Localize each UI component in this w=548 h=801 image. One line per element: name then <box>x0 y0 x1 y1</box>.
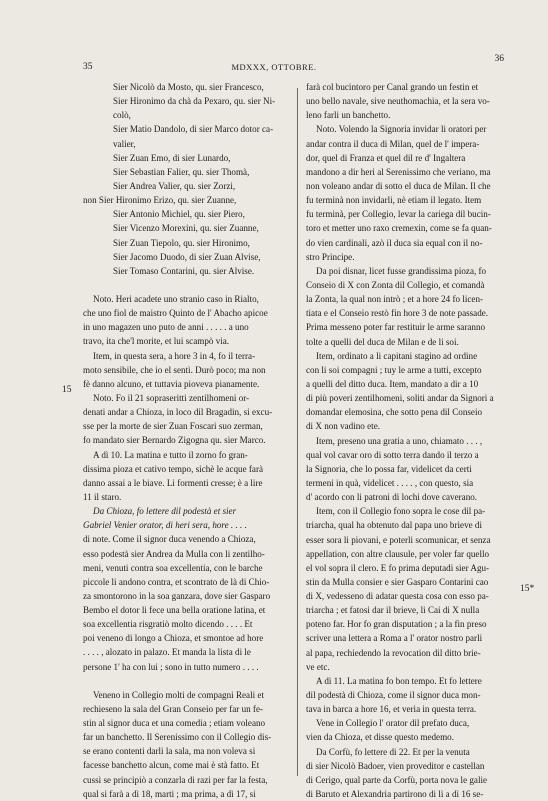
text-line: Sier Matio Dandolo, di sier Marco dotor ca- <box>113 124 274 135</box>
text-line: danno assai a le biave. Li formenti cresse; è a lire <box>83 477 263 488</box>
text-line: sse per la morte de sier Zuan Foscari suo zerman, <box>83 421 263 432</box>
text-line: meni, venuti contra soa excellentia, con le barche <box>83 562 263 573</box>
text-line: di X non vadino ete. <box>306 421 380 432</box>
text-line: esso podestà sier Andrea da Mulla con li zentilho- <box>83 548 265 559</box>
text-line: scriver una lettera a Roma a l' orator nostro parli <box>306 633 483 644</box>
text-line: Sier Andrea Valier, qu. sier Zorzi, <box>113 180 236 191</box>
text-line: tolte a quelli del duca de Milan e de li soi. <box>306 336 459 347</box>
text-line: fè danno alcuno, et tuttavia pioveva pianamente. <box>83 378 260 389</box>
text-line: Item, preseno una gratia a uno, chiamato . . . , <box>316 435 483 446</box>
text-line: dil podestà di Chioza, come il signor duca mon- <box>306 690 481 701</box>
text-line: qual si farà a dì 18, marti ; ma prima, a dì 17, si <box>83 788 256 799</box>
text-line: la Zonta, la qual non intrò ; et a hore 24 fo licen- <box>306 294 484 305</box>
text-line: tiata e el Conseio restò fin hore 3 de note passade. <box>306 308 489 319</box>
text-line: di Baruto et Alexandria partirono di lì a dì 16 se- <box>306 789 484 800</box>
text-line: farà col bucintoro per Canal grando un festin et <box>306 82 479 92</box>
text-line: A dì 11. La matina fo bon tempo. Et fo lettere <box>316 675 482 686</box>
text-line: qual vol cavar oro di sotto terra dando il terzo a <box>306 449 479 460</box>
text-line: Noto. Fo il 21 sopraseritti zentilhomeni or- <box>93 392 250 403</box>
text-line: vien da Chioza, et disse questo medemo. <box>306 732 454 743</box>
text-line: facesse banchetto alcun, come mai è stà fatto. Et <box>83 760 260 771</box>
page-number-left: 35 <box>83 62 93 72</box>
text-line: Bembo el dotor li fece una bella oratione latina, et <box>83 605 266 616</box>
text-line: triarcha, qual ha obtenuto dal papa uno brieve di <box>306 520 483 531</box>
text-line: di X, vedesseno di adatar questa cosa con esso pa- <box>306 591 489 602</box>
text-line: Da Chioza, fo lettere dil podestà et sier <box>93 506 237 517</box>
text-line: se erano contenti darli la sala, ma non voleva si <box>83 746 256 757</box>
text-line: stin al signor duca et una comedia ; etiam voleano <box>83 718 266 729</box>
text-line: che uno fiol de maistro Quinto de l' Abacho apicoe <box>83 308 268 319</box>
right-column <box>306 80 512 801</box>
text-line: di Cerigo, qual parte da Corfù, porta nova le galie <box>306 774 488 785</box>
text-line: di più poveri zentilhomeni, soliti andar da Signori a <box>306 393 494 404</box>
text-line: Sier Antonio Michiel, qu. sier Piero, <box>113 209 245 220</box>
text-line: dor, quel di Franza et quel dil re d' Ingaltera <box>306 152 466 163</box>
text-line: toro et metter uno raxo cremexin, come se fa quan- <box>306 223 492 234</box>
text-line: la Signoria, che lo possa far, videlicet da certi <box>306 463 472 474</box>
text-line: dissima pioza et cativo tempo, sichè le acque farà <box>83 463 264 474</box>
page-number-right: 36 <box>494 54 504 64</box>
text-line: d' acordo con li patroni di lochi dove caverano. <box>306 492 478 503</box>
text-line: termeni in quà, videlicet . . . . , con questo, sia <box>306 477 474 488</box>
text-line: Sier Sebastian Falier, qu. sier Thomà, <box>113 166 250 177</box>
text-line: poi veneno di longo a Chioza, et smontoe ad hore <box>83 633 264 644</box>
text-line: Sier Nicolò da Mosto, qu. sier Francesco, <box>113 82 264 92</box>
header-title: MDXXX, OTTOBRE. <box>231 62 317 72</box>
paragraph-gap <box>83 674 287 688</box>
text-line: far un banchetto. Il Serenissimo con il Collegio dis- <box>83 732 272 743</box>
text-line: 11 il staro. <box>83 491 122 502</box>
text-line: al papa, rechiedendo la revocation dil ditto brie- <box>306 647 481 658</box>
text-line: ve etc. <box>306 661 330 672</box>
text-line: in uno magazen uno puto de anni . . . . . a uno <box>83 322 249 333</box>
text-line: denati andar a Chioza, in loco dil Bragadin, si excu- <box>83 407 273 418</box>
margin-number-right: 15* <box>520 584 535 594</box>
text-line: Sier Tomaso Contarini, qu. sier Alvise. <box>113 265 255 276</box>
text-line: uno bello navale, sive neuthomachia, et la sera vo- <box>306 96 490 107</box>
text-line: fu terminà non invidarli, nè etiam il legato. Item <box>306 195 482 206</box>
text-line: piccole li andono contra, et scontrato de là di Chio- <box>83 576 270 587</box>
text-line: appellation, con altre clausule, per voler far quello <box>306 548 490 559</box>
text-line: domandar elemosina, che sotto pena dil Conseio <box>306 407 483 418</box>
text-line: Item, con il Collegio fono sopra le cose dil pa- <box>316 506 486 517</box>
text-line: Da poi disnar, licet fusse grandissima pioza, fo <box>316 265 487 276</box>
text-line: Sier Vicenzo Morexini, qu. sier Zuanne, <box>113 223 259 234</box>
text-line: esser sora li piovani, e poterli scomunicar, et senza <box>306 534 491 545</box>
margin-number-left: 15 <box>62 385 72 395</box>
text-line: mandono a dir heri al Serenissimo che veriano, ma <box>306 166 491 177</box>
text-line: . . . . , alozato in palazo. Et manda la lista di le <box>83 647 251 658</box>
text-line: Sier Zuan Emo, di sier Lunardo, <box>113 152 231 163</box>
text-line: a quelli del ditto duca. Item, mandato a dir a 10 <box>306 378 479 389</box>
text-line: za smontorono in la soa ganzara, dove sier Gasparo <box>83 590 271 601</box>
text-line: non voleano andar di sotto el duca de Milan. Il che <box>306 180 491 191</box>
text-line: leno farli un banchetto. <box>306 110 391 121</box>
text-line: Item, in questa sera, a hore 3 in 4, fo il terra- <box>93 350 256 361</box>
text-line: di note. Come il signor duca venendo a Chioza, <box>83 534 256 545</box>
text-line: triarcha ; et fatosi dar il brieve, li Cai di X nulla <box>306 605 480 616</box>
text-line: fo mandato sier Bernardo Zigogna qu. sier Marco. <box>83 435 266 446</box>
left-column <box>83 80 287 801</box>
text-line: moto sensibile, che io el sentì. Durò poco; ma non <box>83 364 266 375</box>
text-line: Sier Zuan Tiepolo, qu. sier Hironimo, <box>113 237 250 248</box>
column-divider <box>297 88 298 776</box>
text-line: Sier Jacomo Duodo, di sier Zuan Alvise, <box>113 251 261 262</box>
text-line: Da Corfù, fo lettere di 22. Et per la venuta <box>316 746 470 757</box>
text-line: Sier Hironimo da chà da Pexaro, qu. sier Ni- <box>113 96 276 107</box>
text-line: tava in barca a hore 16, et veria in questa terra. <box>306 704 477 715</box>
text-line: valier, <box>113 138 136 149</box>
text-line: stro Principe. <box>306 251 355 262</box>
text-line: andar contra il duca di Milan, quel de l' impera- <box>306 138 480 149</box>
paragraph-gap <box>83 278 287 292</box>
text-line: con li soi compagni ; tuy le arme a tutti, excepto <box>306 364 482 375</box>
text-line: Item, ordinato a li capitani stagino ad ordine <box>316 350 478 361</box>
text-line: Prima messeno poter far restituir le arme saranno <box>306 322 486 333</box>
text-line: cussì se principiò a conzarla di razi per far la festa, <box>83 774 268 785</box>
text-line: persone 1' ha con lui ; sono in tutto numero . . . . <box>83 661 259 672</box>
text-line: rechieseno la sala del Gran Conseio per far un fe- <box>83 703 264 714</box>
text-line: Gabriel Venier orator, di heri sera, hore . . . . <box>83 520 247 531</box>
text-line: do vien cardinali, azò il duca sia equal con il no- <box>306 237 483 248</box>
text-line: Conseio di X con Zonta dil Collegio, et comandà <box>306 279 485 290</box>
text-line: el vol sopra il clero. E fo prima deputadi sier Agu- <box>306 562 490 573</box>
text-line: stin da Mulla consier e sier Gasparo Contarini cao <box>306 576 489 587</box>
text-line: Veneno in Collegio molti de compagni Reali et <box>93 689 264 700</box>
text-line: soa excellentia risgratiò molto dicendo . . . . Et <box>83 619 253 630</box>
text-line: Vene in Collegio l' orator dil prefato duca, <box>316 718 470 729</box>
text-line: colò, <box>113 110 131 121</box>
text-line: fu terminà, per Collegio, levar la cariega dil bucin- <box>306 209 491 220</box>
text-line: di sier Nicolò Badoer, vien proveditor e castellan <box>306 760 485 771</box>
text-line: non Sier Hironimo Erizo, qu. sier Zuanne, <box>83 195 237 206</box>
running-header <box>0 54 548 76</box>
text-line: travo, ita che'l morite, et lui scampò via. <box>83 336 230 347</box>
text-line: Noto. Heri acadete uno stranio caso in Rialto, <box>93 293 259 304</box>
text-line: poteno far. Hor fo gran disputation ; a la fin preso <box>306 619 487 630</box>
text-line: A dì 10. La matina e tutto il zorno fo gran- <box>93 449 248 460</box>
text-line: Noto. Volendo la Signoria invidar li oratori per <box>316 124 487 135</box>
